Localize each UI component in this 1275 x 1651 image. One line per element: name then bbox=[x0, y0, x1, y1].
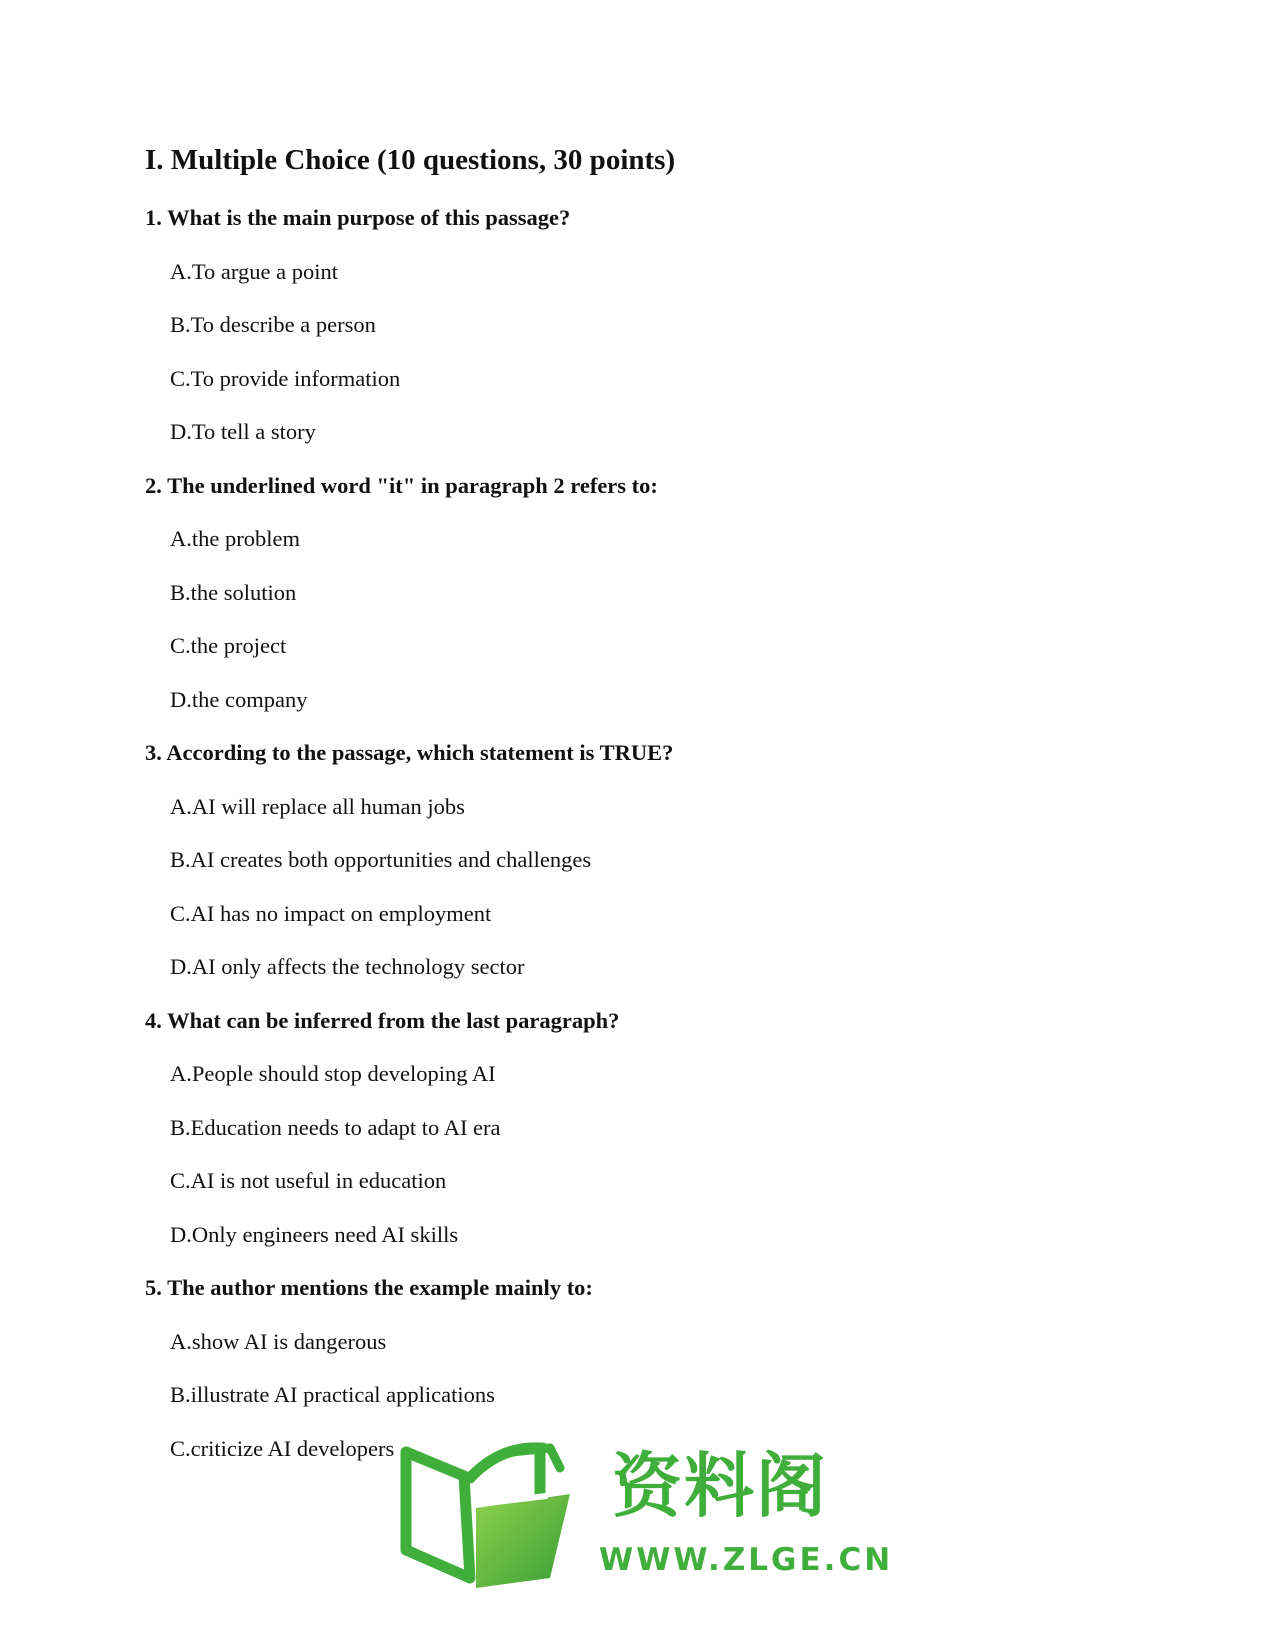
option-d: D.the company bbox=[170, 686, 308, 712]
option-c: C.criticize AI developers bbox=[170, 1435, 395, 1461]
question-text: 4. What can be inferred from the last paragraph? bbox=[145, 1007, 620, 1033]
option-b: B.Education needs to adapt to AI era bbox=[170, 1114, 501, 1140]
option-a: A.To argue a point bbox=[170, 258, 338, 284]
option-a: A.AI will replace all human jobs bbox=[170, 793, 465, 819]
watermark-url: WWW.ZLGE.CN bbox=[599, 1542, 894, 1578]
option-a: A.show AI is dangerous bbox=[170, 1328, 387, 1354]
option-c: C.the project bbox=[170, 633, 287, 658]
option-b: B.AI creates both opportunities and challenges bbox=[170, 847, 592, 872]
option-c: C.AI has no impact on employment bbox=[170, 900, 492, 926]
question-3 bbox=[145, 739, 1145, 1007]
option-b: B.the solution bbox=[170, 579, 297, 605]
watermark-name: 资料阁 bbox=[612, 1445, 828, 1527]
option-b: B.To describe a person bbox=[170, 312, 376, 337]
book-icon bbox=[400, 1438, 600, 1588]
option-a: A.People should stop developing AI bbox=[170, 1061, 496, 1086]
watermark-logo bbox=[400, 1438, 894, 1588]
section-title: I. Multiple Choice (10 questions, 30 points) bbox=[145, 144, 676, 176]
option-d: D.To tell a story bbox=[170, 419, 316, 444]
question-4 bbox=[145, 1007, 1145, 1275]
option-d: D.AI only affects the technology sector bbox=[170, 954, 525, 979]
question-text: 1. What is the main purpose of this passage? bbox=[145, 205, 571, 230]
option-a: A.the problem bbox=[170, 526, 300, 551]
option-d: D.Only engineers need AI skills bbox=[170, 1221, 459, 1247]
question-text: 3. According to the passage, which statement is TRUE? bbox=[145, 740, 674, 765]
option-b: B.illustrate AI practical applications bbox=[170, 1382, 495, 1407]
question-1 bbox=[145, 204, 1145, 472]
question-list bbox=[145, 204, 1145, 1488]
question-2 bbox=[145, 472, 1145, 740]
question-text: 5. The author mentions the example mainly to: bbox=[145, 1275, 593, 1300]
option-c: C.To provide information bbox=[170, 365, 401, 391]
option-c: C.AI is not useful in education bbox=[170, 1168, 447, 1193]
question-text: 2. The underlined word "it" in paragraph 2 refers to: bbox=[145, 472, 658, 498]
